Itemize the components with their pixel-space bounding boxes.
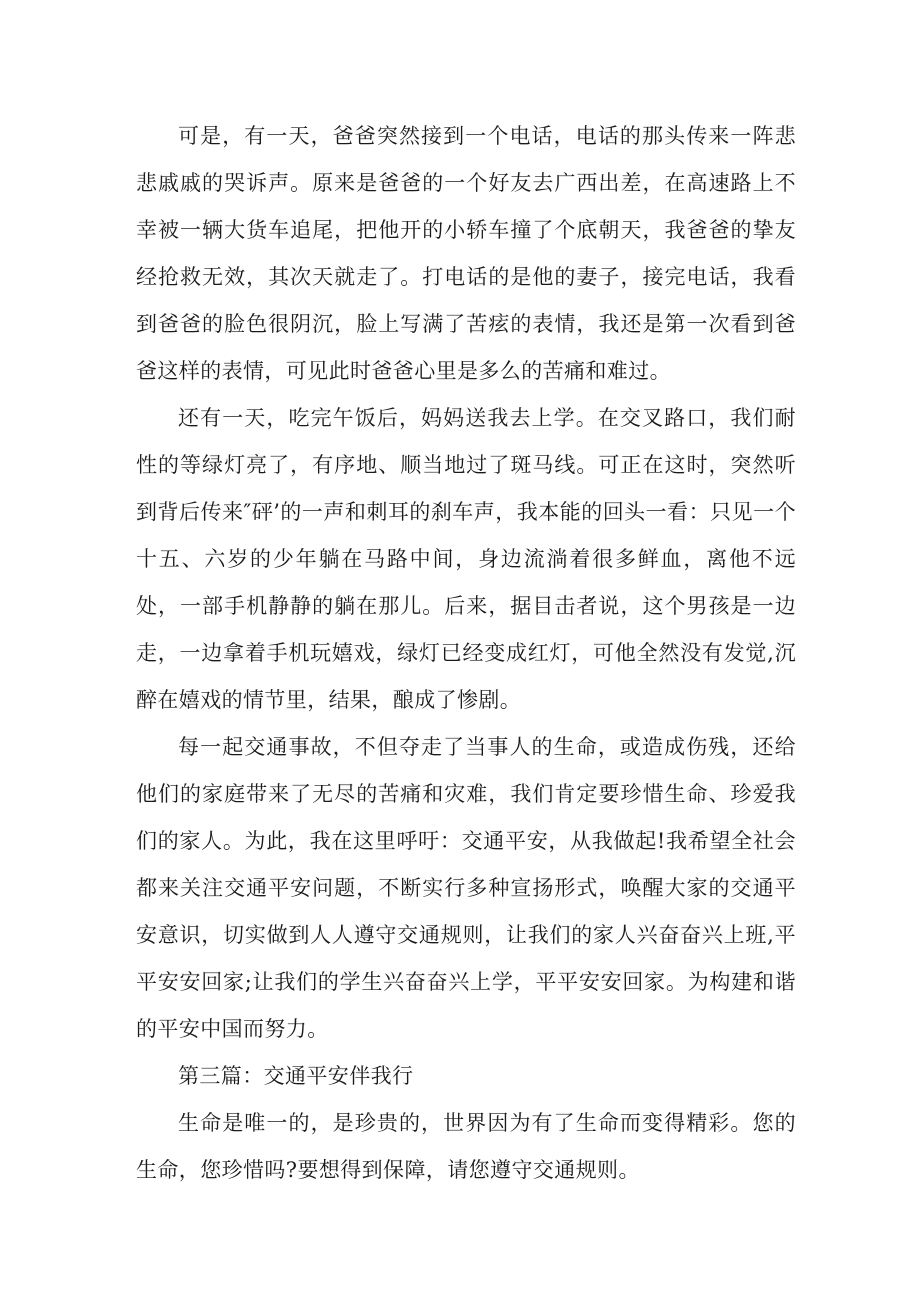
- document-body: [136, 113, 796, 1194]
- paragraph: 每一起交通事故，不但夺走了当事人的生命，或造成伤残，还给他们的家庭带来了无尽的苦痛和灾难，我们肯定要珍惜生命、珍爱我们的家人。为此，我在这里呼吁：交通平安，从我做起!我希望全社会都来关注交通平安问题，不断实行多种宣扬形式，唤醒大家的交通平安意识，切实做到人人遵守交通规则，让我们的家人兴奋奋兴上班,平平安安回家;让我们的学生兴奋奋兴上学，平平安安回家。为构建和谐的平安中国而努力。: [136, 735, 796, 1041]
- section-title: 第三篇：交通平安伴我行: [178, 1064, 414, 1088]
- paragraph: 可是，有一天，爸爸突然接到一个电话，电话的那头传来一阵悲悲戚戚的哭诉声。原来是爸爸的一个好友去广西出差，在高速路上不幸被一辆大货车追尾，把他开的小轿车撞了个底朝天，我爸爸的挚友经抢救无效，其次天就走了。打电话的是他的妻子，接完电话，我看到爸爸的脸色很阴沉，脸上写满了苦痃的表情，我还是第一次看到爸爸这样的表情，可见此时爸爸心里是多么的苦痛和难过。: [136, 124, 796, 383]
- paragraph: 生命是唯一的，是珍贵的，世界因为有了生命而变得精彩。您的生命，您珍惜吗?要想得到保障，请您遵守交通规则。: [136, 1111, 796, 1182]
- paragraph: 还有一天，吃完午饭后，妈妈送我去上学。在交叉路口，我们耐性的等绿灯亮了，有序地、顺当地过了斑马线。可正在这时，突然听到背后传来″砰’的一声和刺耳的刹车声，我本能的回头一看：只见一个十五、六岁的少年躺在马路中间，身边流淌着很多鲜血，离他不远处，一部手机静静的躺在那儿。后来，据目击者说，这个男孩是一边走，一边拿着手机玩嬉戏，绿灯已经变成红灯，可他全然没有发觉,沉醉在嬉戏的情节里，结果，酿成了惨剧。: [136, 406, 796, 712]
